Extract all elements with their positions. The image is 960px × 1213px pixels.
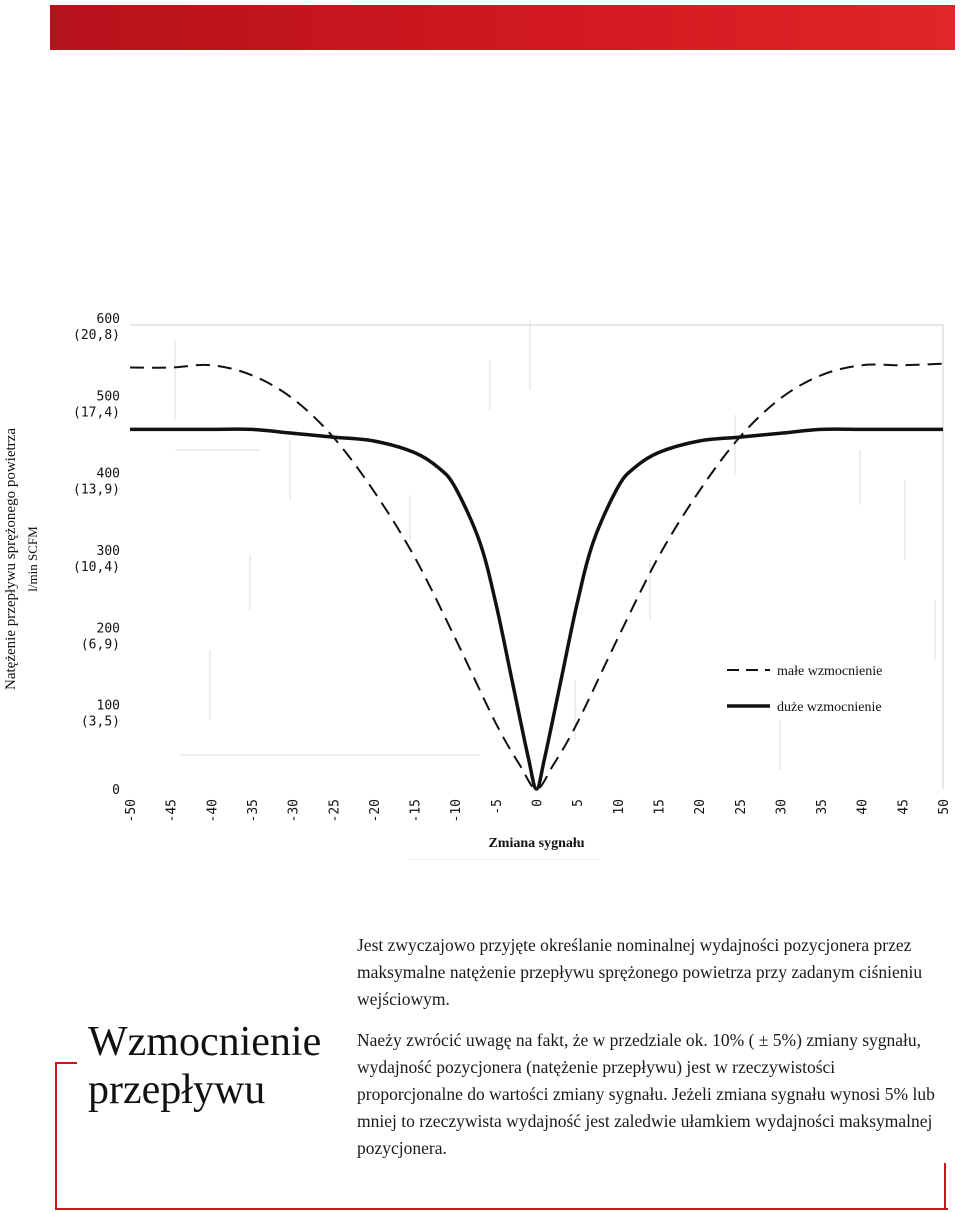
y-axis-ticks — [73, 312, 120, 798]
x-tick-label: -5 — [489, 799, 505, 815]
y-tick-label: 0 — [112, 783, 120, 798]
series-line-high-gain — [130, 429, 943, 789]
x-tick-label: -25 — [327, 799, 343, 823]
x-tick-label: 30 — [774, 799, 790, 815]
body-text — [357, 932, 937, 1176]
x-tick-label: 40 — [855, 799, 871, 815]
legend-label: małe wzmocnienie — [777, 664, 883, 679]
section-title-line1: Wzmocnienie — [88, 1019, 322, 1065]
series-line-low-gain — [130, 364, 943, 789]
y-axis-title: Natężenie przepływu sprężonego powietrza — [3, 428, 19, 690]
y-axis-unit: l/min SCFM — [25, 526, 40, 592]
x-tick-label: 45 — [896, 799, 912, 815]
x-tick-label: 35 — [815, 799, 831, 815]
y-tick-sublabel: (20,8) — [73, 328, 120, 343]
legend — [727, 664, 882, 715]
y-tick-label: 300 — [96, 544, 120, 559]
x-axis-title: Zmiana sygnału — [488, 836, 585, 851]
x-tick-label: -10 — [449, 799, 465, 823]
x-tick-label: 25 — [733, 799, 749, 815]
y-tick-sublabel: (6,9) — [80, 637, 120, 653]
x-axis-ticks — [124, 799, 952, 822]
y-tick-label: 400 — [96, 466, 120, 482]
x-tick-label: 20 — [693, 799, 709, 815]
frame-bracket-left — [55, 1062, 77, 1210]
x-tick-label: 15 — [652, 799, 668, 815]
x-tick-label: 50 — [937, 799, 952, 815]
x-tick-label: 0 — [530, 799, 546, 807]
y-tick-label: 500 — [96, 389, 120, 405]
y-tick-sublabel: (3,5) — [80, 714, 120, 730]
y-tick-sublabel: (10,4) — [73, 560, 120, 575]
chart-background-marks — [80, 320, 943, 860]
x-tick-label: -50 — [124, 799, 139, 823]
section-title-line2: przepływu — [88, 1067, 266, 1113]
x-tick-label: 10 — [611, 799, 627, 815]
x-tick-label: -40 — [205, 799, 221, 823]
legend-label: duże wzmocnienie — [777, 700, 882, 715]
y-tick-label: 100 — [96, 698, 120, 714]
section-title — [88, 1018, 348, 1114]
flow-gain-chart — [0, 300, 960, 860]
series-layer — [130, 364, 943, 789]
paragraph-1: Jest zwyczajowo przyjęte określanie nominalnej wydajności pozycjonera przez maksymalne natężenie przepływu sprężonego powietrza przy zadanym ciśnieniu wejściowym. — [357, 935, 923, 1009]
paragraph-2: Naeży zwrócić uwagę na fakt, że w przedziale ok. 10% ( ± 5%) zmiany sygnału, wydajność pozycjonera (natężenie przepływu) jest w rzeczywistości proporcjonalne do wartości zmiany sygnału. Jeżeli zmiana sygnału wynosi 5% lub mniej to rzeczywista wydajność jest zaledwie ułamkiem wydajności maksymalnej pozycjonera. — [357, 1030, 935, 1158]
x-tick-label: -35 — [245, 799, 261, 823]
x-tick-label: -15 — [408, 799, 424, 823]
x-tick-label: -45 — [164, 799, 180, 823]
y-tick-sublabel: (17,4) — [73, 405, 120, 421]
y-tick-sublabel: (13,9) — [73, 482, 120, 498]
y-tick-label: 200 — [96, 621, 120, 637]
x-tick-label: -30 — [286, 799, 302, 823]
x-tick-label: -20 — [367, 799, 383, 823]
x-tick-label: 5 — [571, 799, 587, 807]
frame-bottom-line — [55, 1208, 948, 1210]
frame-bracket-right — [944, 1163, 946, 1210]
y-tick-label: 600 — [96, 312, 120, 327]
header-bar — [50, 5, 955, 50]
